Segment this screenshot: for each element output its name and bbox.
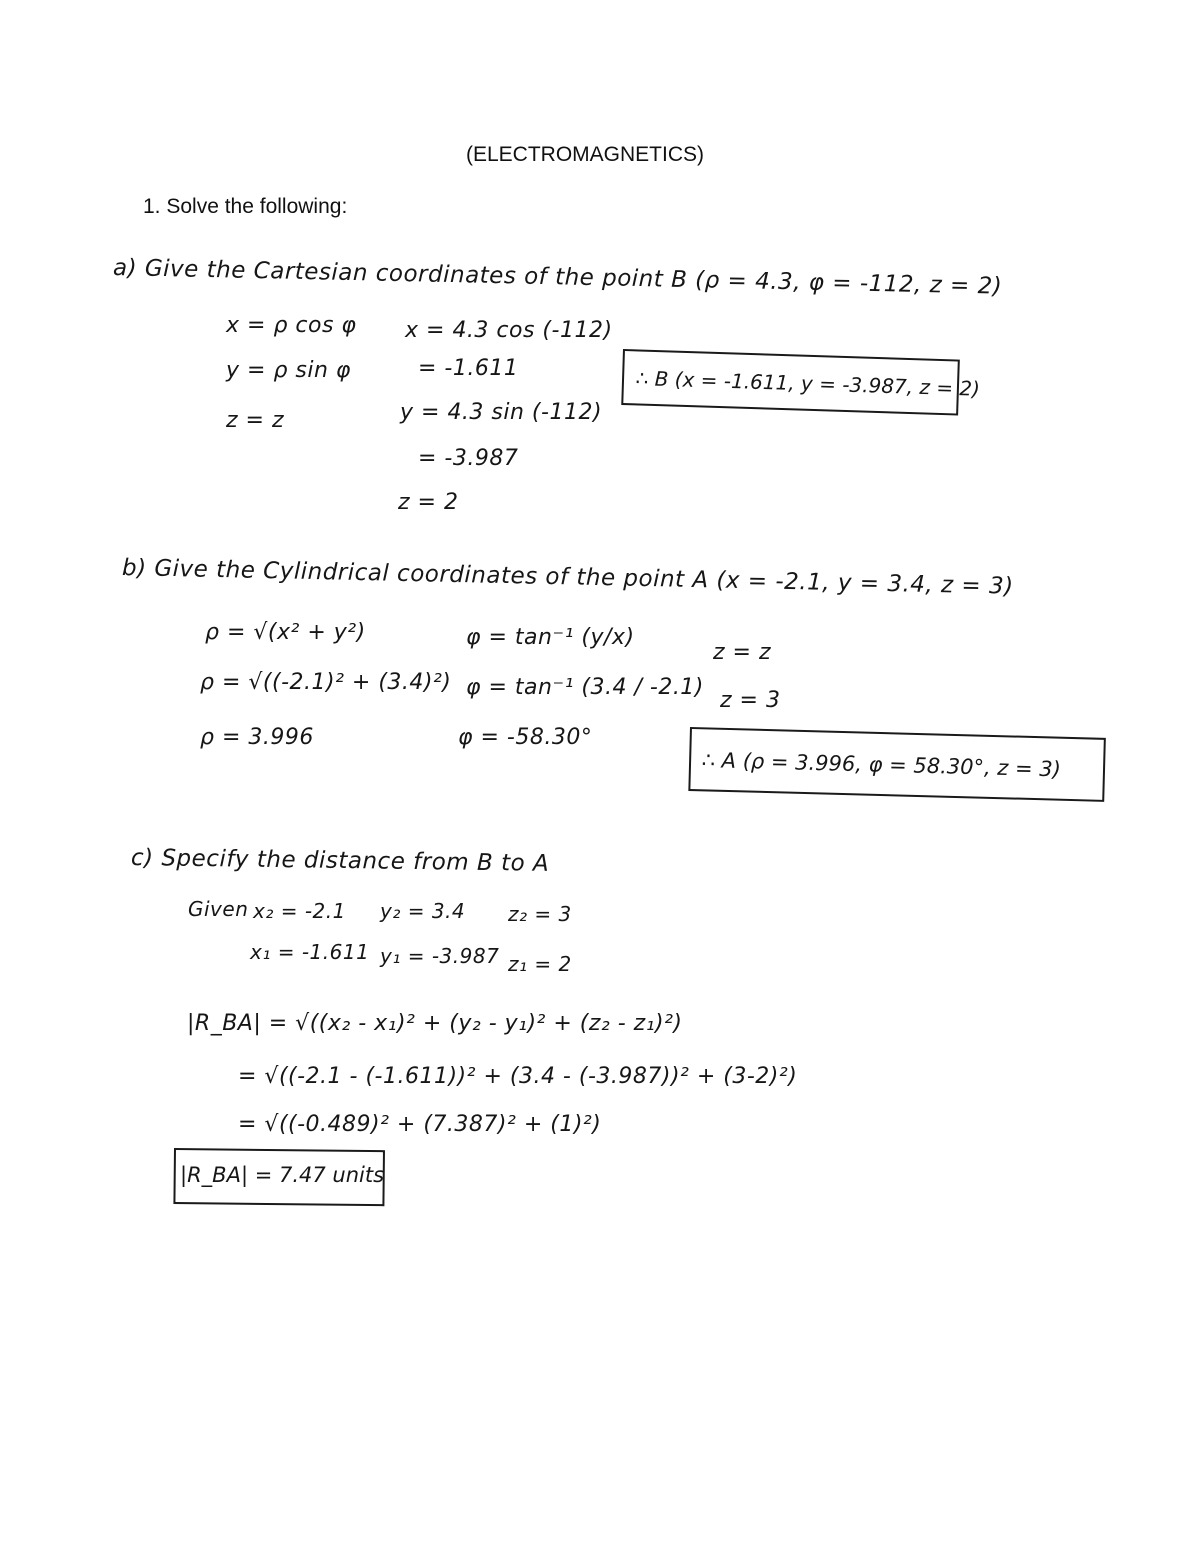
given-y1: y₁ = -3.987	[380, 944, 500, 968]
given-x1: x₁ = -1.611	[250, 940, 370, 964]
result-phi: φ = -58.30°	[458, 725, 593, 750]
formula-phi: φ = tan⁻¹ (y/x)	[466, 625, 635, 650]
given-y2: y₂ = 3.4	[380, 899, 466, 923]
answer-c: |R_BA| = 7.47 units	[180, 1163, 385, 1187]
answer-a: ∴ B (x = -1.611, y = -3.987, z = 2)	[635, 366, 981, 401]
distance-step-3: = √((-0.489)² + (7.387)² + (1)²)	[238, 1112, 602, 1137]
result-rho: ρ = 3.996	[200, 725, 314, 750]
formula-z-b: z = z	[713, 640, 772, 665]
distance-step-2: = √((-2.1 - (-1.611))² + (3.4 - (-3.987))² + (3-2)²)	[238, 1064, 798, 1089]
formula-x: x = ρ cos φ	[226, 313, 357, 338]
calc-x: x = 4.3 cos (-112)	[405, 318, 613, 343]
given-z1: z₁ = 2	[508, 952, 572, 976]
calc-z: z = 2	[398, 490, 459, 515]
question-b: b) Give the Cylindrical coordinates of the point A (x = -2.1, y = 3.4, z = 3)	[121, 555, 1014, 600]
calc-phi: φ = tan⁻¹ (3.4 / -2.1)	[466, 675, 704, 700]
question-c: c) Specify the distance from B to A	[130, 845, 550, 877]
distance-step-1: |R_BA| = √((x₂ - x₁)² + (y₂ - y₁)² + (z₂ - z₁)²)	[187, 1011, 683, 1036]
calc-z-b: z = 3	[720, 688, 781, 713]
question-a: a) Give the Cartesian coordinates of the point B (ρ = 4.3, φ = -112, z = 2)	[112, 255, 1003, 300]
result-x: = -1.611	[418, 356, 519, 381]
result-y: = -3.987	[418, 446, 519, 471]
page-title: (ELECTROMAGNETICS)	[466, 143, 705, 166]
formula-z: z = z	[226, 408, 285, 433]
given-label: Given	[188, 897, 249, 921]
given-x2: x₂ = -2.1	[253, 899, 346, 923]
calc-y: y = 4.3 sin (-112)	[400, 400, 603, 425]
answer-b: ∴ A (ρ = 3.996, φ = 58.30°, z = 3)	[701, 748, 1062, 782]
instruction: 1. Solve the following:	[143, 195, 348, 218]
calc-rho: ρ = √((-2.1)² + (3.4)²)	[200, 670, 452, 695]
given-z2: z₂ = 3	[508, 902, 572, 926]
formula-rho: ρ = √(x² + y²)	[205, 620, 366, 645]
formula-y: y = ρ sin φ	[226, 358, 351, 383]
